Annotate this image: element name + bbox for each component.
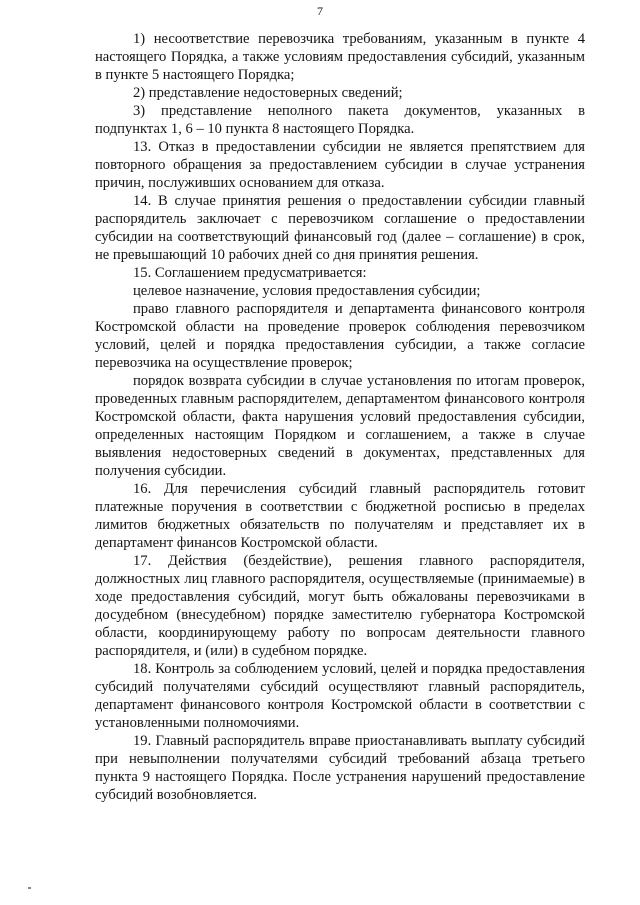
page-number: 7 [317,4,323,18]
paragraph-15-item-2: право главного распорядителя и департамента финансового контроля Костромской области на проведение проверок соблюдения перевозчиком условий, целей и порядка предоставления субсидии, а также согласие перевозчика на осуществление проверок; [95,301,585,371]
paragraph-14: 14. В случае принятия решения о предоставлении субсидии главный распорядитель заключает с перевозчиком соглашение о предоставлении субсидии на соответствующий финансовый год (далее – соглашение) в срок, не превышающий 10 рабочих дней со дня принятия решения. [95,193,585,263]
document-body [95,30,585,804]
paragraph-clause-3: 3) представление неполного пакета документов, указанных в подпунктах 1, 6 – 10 пункта 8 настоящего Порядка. [95,103,585,137]
paragraph-15-item-1: целевое назначение, условия предоставления субсидии; [133,283,481,299]
paragraph-16: 16. Для перечисления субсидий главный распорядитель готовит платежные поручения в соответствии с бюджетной росписью в пределах лимитов бюджетных обязательств по получателям и представляет их в департамент финансов Костромской области. [95,481,585,551]
paragraph-18: 18. Контроль за соблюдением условий, целей и порядка предоставления субсидий получателями субсидий осуществляют главный распорядитель, департамент финансового контроля Костромской области в соответствии с установленными полномочиями. [95,661,585,731]
scan-speck [28,887,31,889]
paragraph-17: 17. Действия (бездействие), решения главного распорядителя, должностных лиц главного распорядителя, осуществляемые (принимаемые) в ходе предоставления субсидий, могут быть обжалованы перевозчиками в досудебном (внесудебном) порядке заместителю губернатора Костромской области, координирующему работу по вопросам деятельности главного распорядителя, и (или) в судебном порядке. [95,553,585,659]
paragraph-19: 19. Главный распорядитель вправе приостанавливать выплату субсидий при невыполнении получателями субсидий требований абзаца третьего пункта 9 настоящего Порядка. После устранения нарушений предоставление субсидий возобновляется. [95,733,585,803]
paragraph-15: 15. Соглашением предусматривается: [133,265,367,281]
paragraph-clause-1: 1) несоответствие перевозчика требованиям, указанным в пункте 4 настоящего Порядка, а также условиям предоставления субсидий, указанным в пункте 5 настоящего Порядка; [95,31,585,83]
paragraph-clause-2: 2) представление недостоверных сведений; [133,85,403,101]
paragraph-15-item-3: порядок возврата субсидии в случае установления по итогам проверок, проведенных главным распорядителем, департаментом финансового контроля Костромской области, факта нарушения условий предоставления субсидии, определенных настоящим Порядком и соглашением, а также в случае выявления недостоверных сведений в документах, представленных для получения субсидии. [95,373,585,479]
paragraph-13: 13. Отказ в предоставлении субсидии не является препятствием для повторного обращения за предоставлением субсидии в случае устранения причин, послуживших основанием для отказа. [95,139,585,191]
